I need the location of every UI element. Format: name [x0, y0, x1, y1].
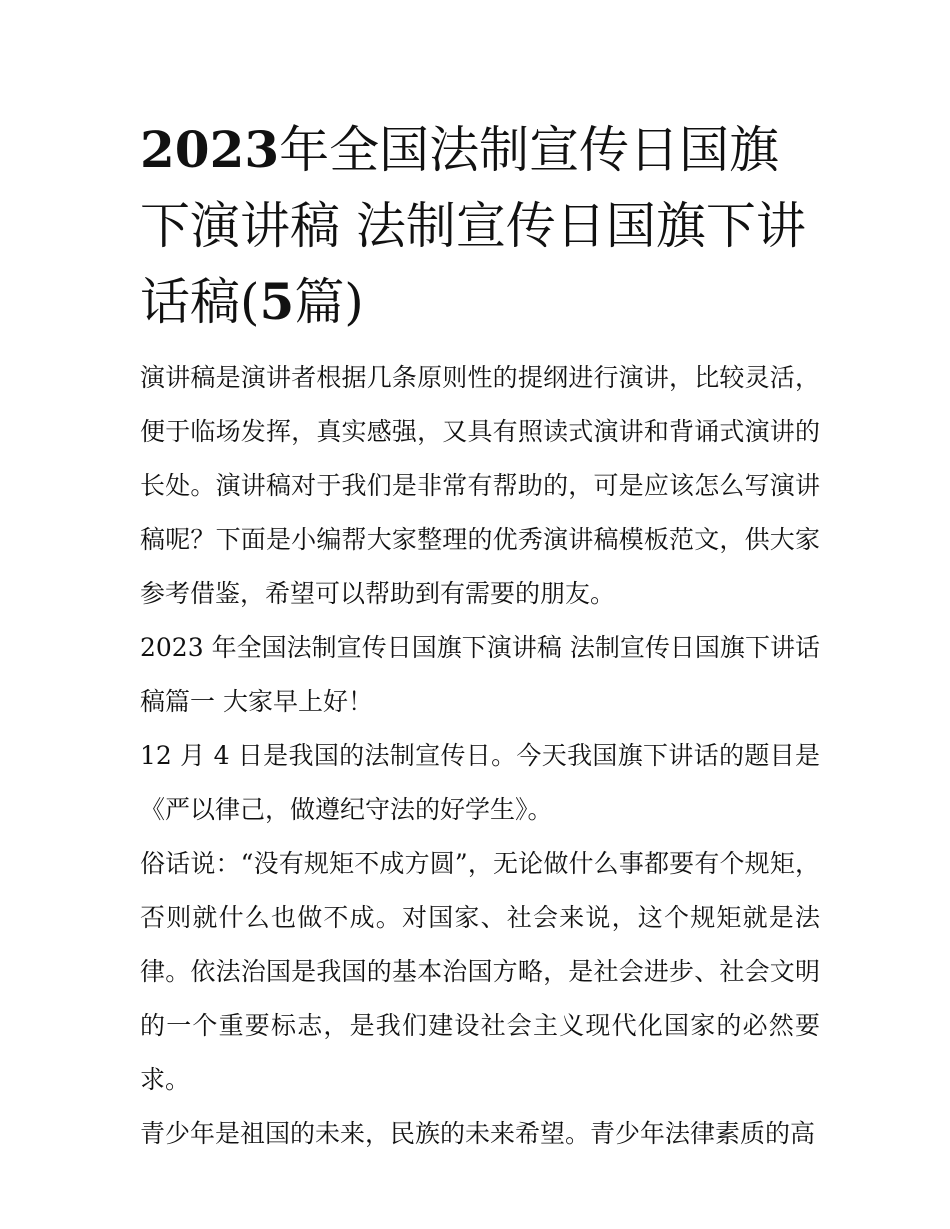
- paragraph-section-heading: 2023 年全国法制宣传日国旗下演讲稿 法制宣传日国旗下讲话稿篇一 大家早上好！: [140, 633, 820, 716]
- paragraph-youth: 青少年是祖国的未来，民族的未来希望。青少年法律素质的高: [140, 1119, 816, 1148]
- document-body: [140, 351, 820, 1161]
- document-title: [140, 112, 820, 340]
- paragraph-rules: 俗话说：“没有规矩不成方圆”，无论做什么事都要有个规矩，否则就什么也做不成。对国家、社会来说，这个规矩就是法律。依法治国是我国的基本治国方略，是社会进步、社会文明的一个重要标志，是我们建设社会主义现代化国家的必然要求。: [140, 849, 820, 1094]
- title-text: 年全国法制宣传日国旗下演讲稿 法制宣传日国旗下讲话稿(: [140, 121, 806, 331]
- paragraph-speech-topic: 12 月 4 日是我国的法制宣传日。今天我国旗下讲话的题目是《严以律己，做遵纪守法的好学生》。: [140, 741, 820, 824]
- paragraph-intro: 演讲稿是演讲者根据几条原则性的提纲进行演讲，比较灵活，便于临场发挥，真实感强，又具有照读式演讲和背诵式演讲的长处。演讲稿对于我们是非常有帮助的，可是应该怎么写演讲稿呢？下面是小编帮大家整理的优秀演讲稿模板范文，供大家参考借鉴，希望可以帮助到有需要的朋友。: [140, 363, 820, 608]
- title-suffix: 篇): [294, 273, 364, 331]
- title-year: 2023: [140, 120, 280, 179]
- title-count: 5: [259, 272, 295, 331]
